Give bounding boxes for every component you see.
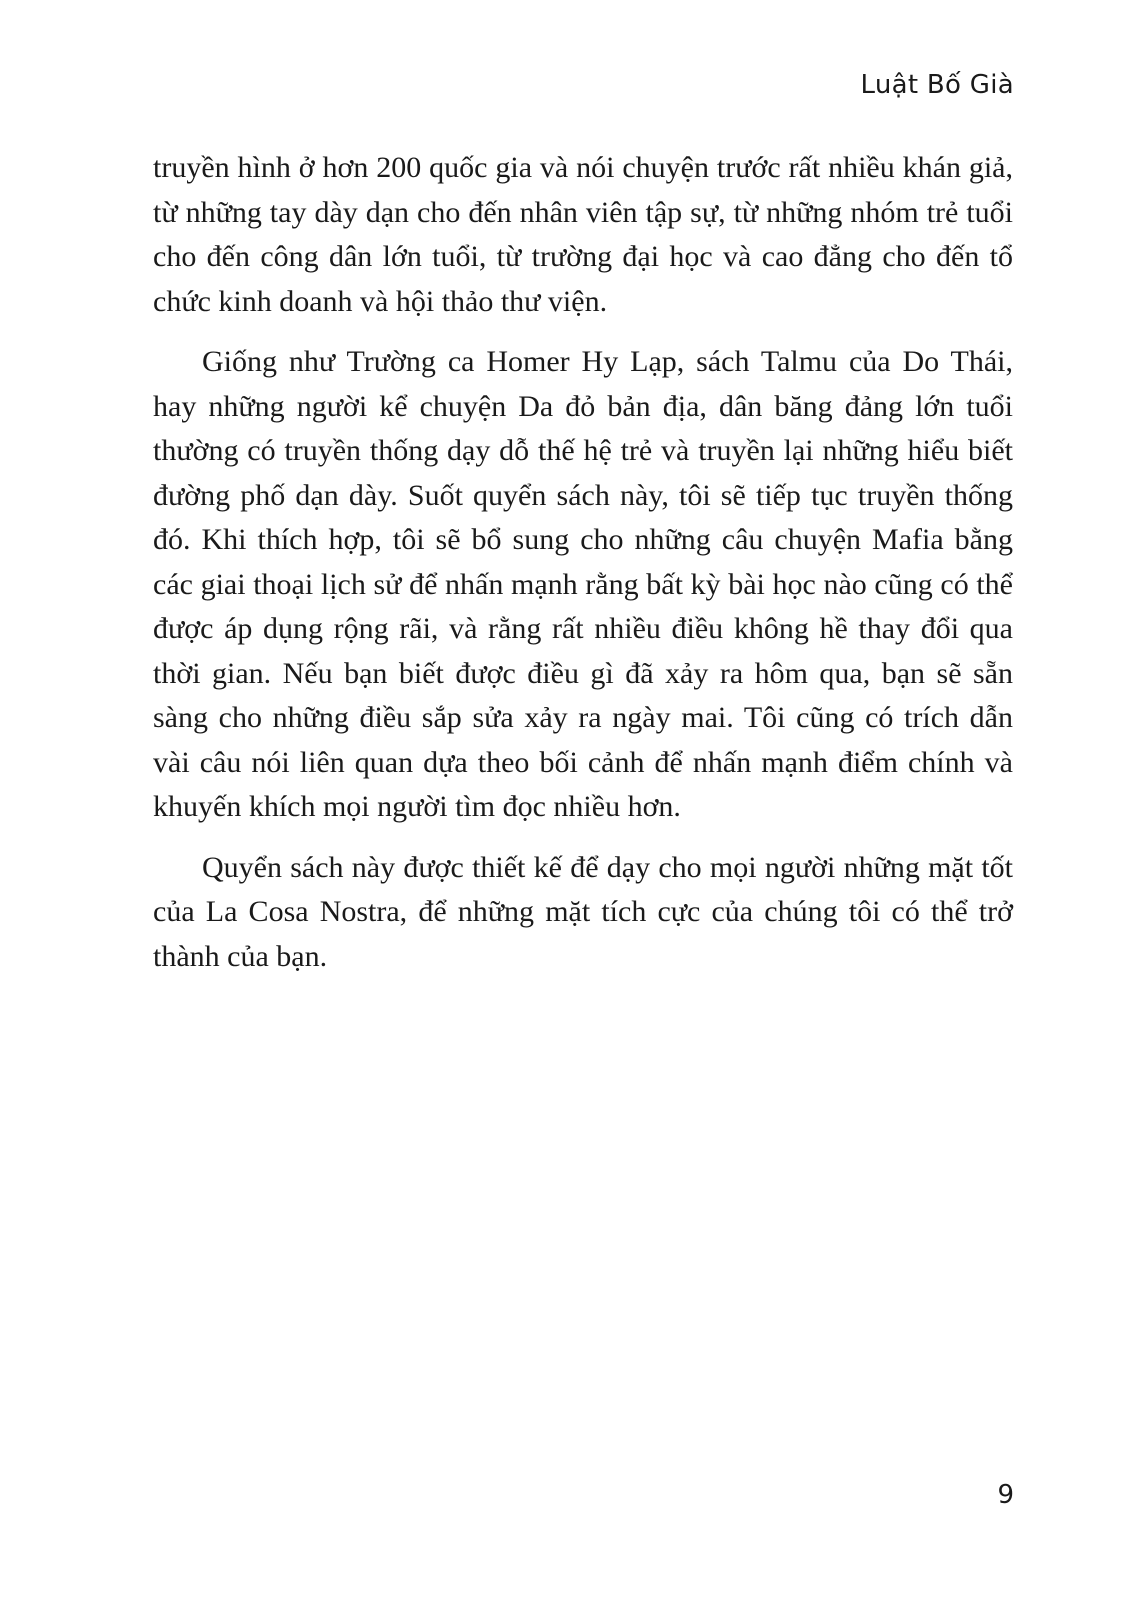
page-number: 9	[997, 1480, 1014, 1510]
paragraph: Giống như Trường ca Homer Hy Lạp, sách Talmu của Do Thái, hay những người kể chuyện Da đỏ bản địa, dân băng đảng lớn tuổi thường có truyền thống dạy dỗ thế hệ trẻ và truyền lại những hiểu biết đường phố dạn dày. Suốt quyển sách này, tôi sẽ tiếp tục truyền thống đó. Khi thích hợp, tôi sẽ bổ sung cho những câu chuyện Mafia bằng các giai thoại lịch sử để nhấn mạnh rằng bất kỳ bài học nào cũng có thể được áp dụng rộng rãi, và rằng rất nhiều điều không hề thay đổi qua thời gian. Nếu bạn biết được điều gì đã xảy ra hôm qua, bạn sẽ sẵn sàng cho những điều sắp sửa xảy ra ngày mai. Tôi cũng có trích dẫn vài câu nói liên quan dựa theo bối cảnh để nhấn mạnh điểm chính và khuyến khích mọi người tìm đọc nhiều hơn.	[153, 345, 1013, 823]
body-text	[153, 146, 1013, 979]
paragraph: Quyển sách này được thiết kế để dạy cho mọi người những mặt tốt của La Cosa Nostra, để những mặt tích cực của chúng tôi có thể trở thành của bạn.	[153, 850, 1013, 973]
paragraph-continued: truyền hình ở hơn 200 quốc gia và nói chuyện trước rất nhiều khán giả, từ những tay dày dạn cho đến nhân viên tập sự, từ những nhóm trẻ tuổi cho đến công dân lớn tuổi, từ trường đại học và cao đẳng cho đến tổ chức kinh doanh và hội thảo thư viện.	[153, 151, 1013, 318]
running-header-title: Luật Bố Già	[860, 70, 1014, 100]
